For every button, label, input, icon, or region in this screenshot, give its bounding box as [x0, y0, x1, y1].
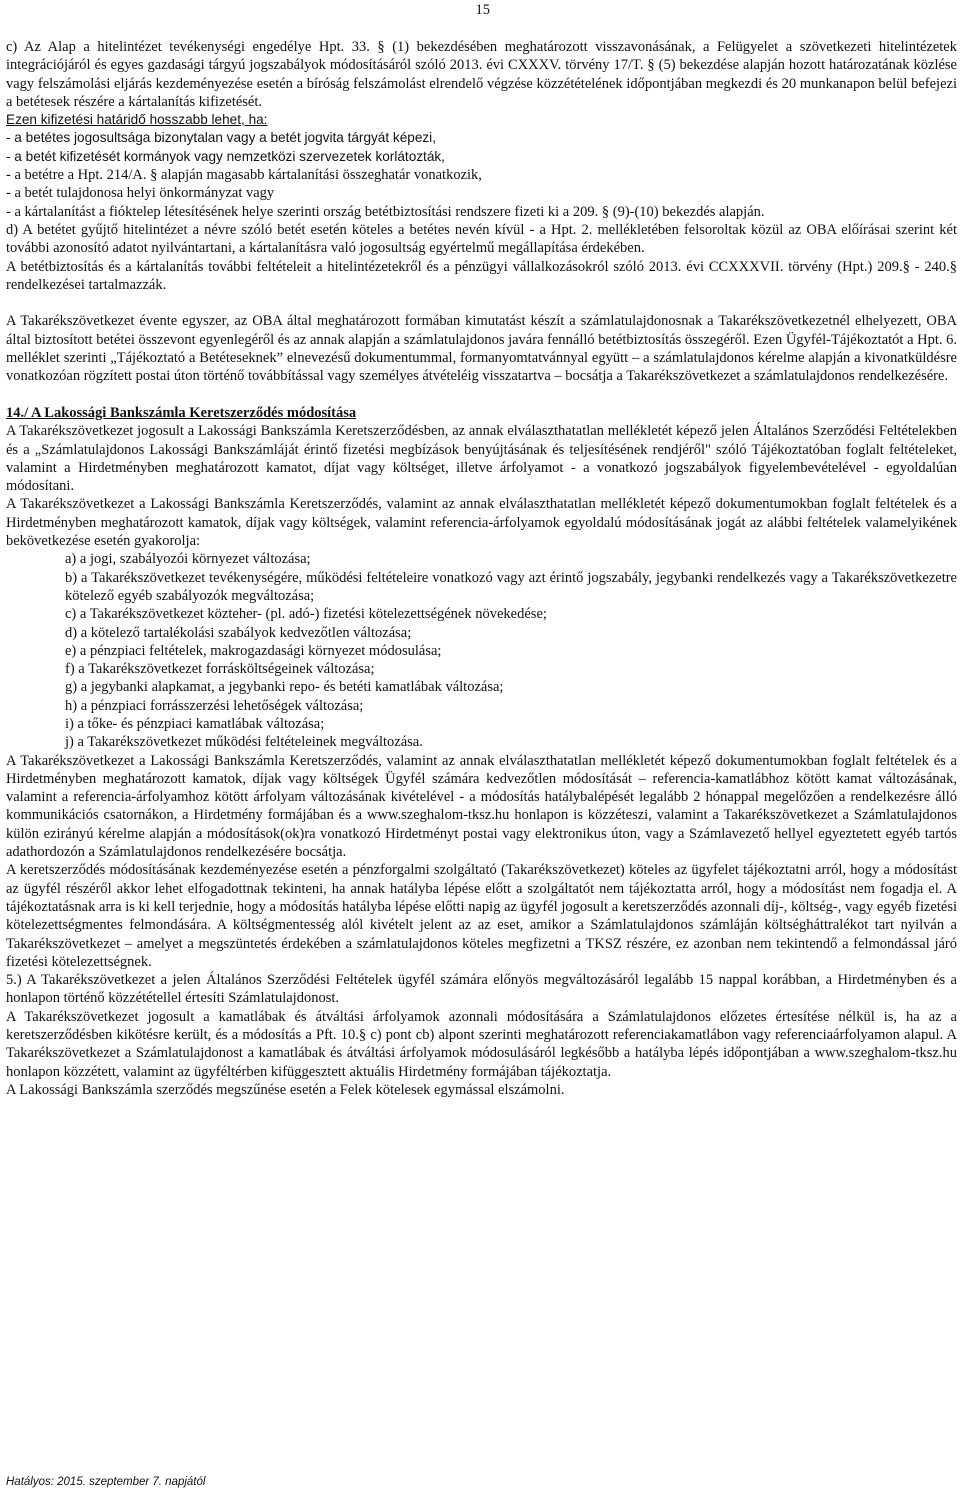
- condition-item: d) a kötelező tartalékolási szabályok kedvezőtlen változása;: [65, 624, 412, 641]
- condition-item: e) a pénzpiaci feltételek, makrogazdasági környezet módosulása;: [65, 642, 442, 659]
- footer-effective-date: Hatályos: 2015. szeptember 7. napjától: [6, 1476, 206, 1488]
- paragraph-unfavourable-change: A Takarékszövetkezet a Lakossági Bankszámla Keretszerződés, valamint az annak elválaszthatatlan mellékletét képező dokumentumokban foglalt feltételek és a Hirdetményben meghatározott kamatok, díjak vagy költségek Ügyfél számára kedvezőtlen módosítását – referencia-kamatlábhoz kötött kamat változásának, valamint a referencia-árfolyamhoz kötött árfolyam változásának kivételével - a módosítás hatálybalépését legalább 2 hónappal megelőzően a rendelkezésre álló kommunikációs csatornákon, a Hirdetmény formájában és a www.szeghalom-tksz.hu honlapon is közzéteszi, valamint a Takarékszövetkezet a Számlatulajdonos külön ezirányú kérelme alapján a módosítások(ok)ra vonatkozó Hirdetményt postai vagy elektronikus úton, vagy a Számlavezető hellyel egyeztetett egyéb tartós adathordozón a Számlatulajdonos rendelkezésére bocsátja.: [6, 752, 957, 861]
- paragraph-section-c: c) Az Alap a hitelintézet tevékenységi engedélye Hpt. 33. § (1) bekezdésében meghatározott visszavonásának, a Felügyelet a szövetkezeti hitelintézetek integrációjáról és egyes gazdasági tárgyú jogszabályok módosításáról szóló 2013. évi CXXXV. törvény 17/T. § (5) bekezdése alapján hozott határozatának közlése vagy felszámolási eljárás kezdeményezése esetén a bíróság felszámolást elrendelő végzése közzétételének időpontjában megkezdi és 20 munkanapon belül befejezi a betétesek részére a kártalanítás kifizetését.: [6, 39, 957, 110]
- paragraph-favourable-change: 5.) A Takarékszövetkezet a jelen Általános Szerződési Feltételek ügyfél számára előnyös megváltozásáról legalább 15 nappal korábban, a Hirdetményben és a honlapon történő közzététellel értesíti Számlatulajdonost.: [6, 972, 957, 1007]
- document-body: [6, 38, 957, 1099]
- condition-item: g) a jegybanki alapkamat, a jegybanki repo- és betéti kamatlábak változása;: [65, 679, 504, 696]
- paragraph-modification-right: A Takarékszövetkezet jogosult a Lakossági Bankszámla Keretszerződésben, az annak elválaszthatatlan mellékletét képező jelen Általános Szerződési Feltételekben és a „Számlatulajdonos Lakossági Bankszámláját érintő fizetési megbízások benyújtásának és teljesítésének rendjéről" szóló Tájékoztatóban foglalt feltételeket, valamint a Hirdetményben meghatározott kamatot, díjat vagy költséget, illetve árfolyamot - a vonatkozó jogszabályok figyelembevételével - egyoldalúan módosítani.: [6, 423, 957, 495]
- condition-item: a) a jogi, szabályozói környezet változása;: [65, 551, 311, 568]
- deadline-item: - a betétre a Hpt. 214/A. § alapján magasabb kártalanítási összeghatár vonatkozik,: [6, 167, 482, 184]
- paragraph-settlement: A Lakossági Bankszámla szerződés megszűnése esetén a Felek kötelesek egymással elszámolni.: [6, 1081, 565, 1098]
- condition-item: c) a Takarékszövetkezet közteher- (pl. adó-) fizetési kötelezettségének növekedése;: [65, 606, 547, 623]
- deadline-item: - a kártalanítást a fióktelep létesítésének helye szerinti ország betétbiztosítási rendszere fizeti ki a 209. § (9)-(10) bekezdés alapján.: [6, 203, 765, 220]
- condition-item: i) a tőke- és pénzpiaci kamatlábak változása;: [65, 715, 325, 732]
- paragraph-interest-rate-change: A Takarékszövetkezet jogosult a kamatlábak és átváltási árfolyamok azonnali módosítására a Számlatulajdonos előzetes értesítése nélkül is, ha az a keretszerződésben kikötésre került, és a módosítás a Pft. 10.§ c) pont cb) alpont szerinti meghatározott referenciakamatlábon vagy referenciaárfolyamon alapul. A Takarékszövetkezet a Számlatulajdonost a kamatlábak és átváltási árfolyamok módosulásáról legkésőbb a hatályba lépés időpontjában a www.szeghalom-tksz.hu honlapon közzétett, valamint az ügyféltérben kifüggesztett aktuális Hirdetmény formájában tájékoztatja.: [6, 1008, 957, 1080]
- paragraph-section-d: d) A betétet gyűjtő hitelintézet a névre szóló betét esetén köteles a betétes nevén kívül - a Hpt. 2. mellékletében felsoroltak közül az OBA előírásai szerint két további azonosító adatot nyilvántartani, a kártalanításra való jogosultság egyértelmű megállapítása érdekében.: [6, 221, 957, 257]
- page-number: 15: [475, 2, 490, 18]
- paragraph-annual-statement: A Takarékszövetkezet évente egyszer, az OBA által meghatározott formában kimutatást készít a számlatulajdonosnak a Takarékszövetkezetnél elhelyezett, OBA által biztosított betétei összevont egyenlegéről és az annak alapján a számlatulajdonos javára fennálló betétbiztosítás összegéről. Ezen Ügyfél-Tájékoztatót a Hpt. 6. melléklet szerinti „Tájékoztató a Betéteseknek” elnevezésű dokumentummal, formanyomtatvánnyal együtt – a számlatulajdonos kérelme alapján a kivonatküldésre vonatkozóan rögzített postai úton történő továbbítással vagy személyes átvételéig visszatartva – bocsátja a Takarékszövetkezet a számlatulajdonos rendelkezésére.: [6, 313, 958, 385]
- condition-item: f) a Takarékszövetkezet forrásköltségeinek változása;: [65, 661, 375, 678]
- paragraph-modification-conditions: A Takarékszövetkezet a Lakossági Bankszámla Keretszerződés, valamint az annak elválaszthatatlan mellékletét képező dokumentumokban foglalt feltételek és a Hirdetményben meghatározott kamatok, díjak vagy költségek, valamint referencia-árfolyamok egyoldalú módosításának jogát az alábbi feltételek valamelyikének bekövetkezése esetén gyakorolja:: [6, 496, 957, 550]
- deadline-item: - a betét kifizetését kormányok vagy nemzetközi szervezetek korlátozták,: [6, 148, 445, 164]
- paragraph-deposit-insurance: A betétbiztosítás és a kártalanítás további feltételeit a hitelintézetekről és a pénzügyi vállalkozásokról szóló 2013. évi CCXXXVII. törvény (Hpt.) 209.§ - 240.§ rendelkezései tartalmazzák.: [6, 258, 957, 293]
- condition-item: j) a Takarékszövetkezet működési feltételeinek megváltozása.: [65, 734, 423, 751]
- deadline-item: - a betét tulajdonosa helyi önkormányzat vagy: [6, 185, 275, 202]
- section-heading: 14./ A Lakossági Bankszámla Keretszerződés módosítása: [6, 404, 357, 421]
- condition-item: b) a Takarékszövetkezet tevékenységére, működési feltételeire vonatkozó vagy azt érintő jogszabály, jegybanki rendelkezés vagy a Takarékszövetkezetre kötelező egyéb szabályozók megváltozása;: [65, 569, 957, 604]
- deadline-item: - a betétes jogosultsága bizonytalan vagy a betét jogvita tárgyát képezi,: [6, 130, 436, 146]
- paragraph-termination-right: A keretszerződés módosításának kezdeményezése esetén a pénzforgalmi szolgáltató (Takarékszövetkezet) köteles az ügyfelet tájékoztatni arról, hogy a módosítást az ügyfél részéről akkor lehet elfogadottnak tekinteni, ha annak hatályba lépése előtt a szolgáltatót nem tájékoztatta arról, hogy a módosítást nem fogadja el. A tájékoztatásnak arra is ki kell terjednie, hogy a módosítás hatályba lépése előtti napig az ügyfél jogosult a keretszerződés azonnali díj-, költség-, vagy egyéb fizetési kötelezettségmentes felmondására. A költségmentesség alól kivételt jelent az az eset, amikor a Számlatulajdonos számláján költségháttralékot tart nyilván a Takarékszövetkezet – amelyet a megszüntetés érdekében a számlatulajdonos köteles megfizetni a TKSZ részére, ez azonban nem tekintendő a felmondással járó fizetési kötelezettségnek.: [6, 862, 957, 970]
- condition-item: h) a pénzpiaci forrásszerzési lehetőségek változása;: [65, 697, 364, 714]
- deadline-intro: Ezen kifizetési határidő hosszabb lehet, ha:: [6, 112, 268, 128]
